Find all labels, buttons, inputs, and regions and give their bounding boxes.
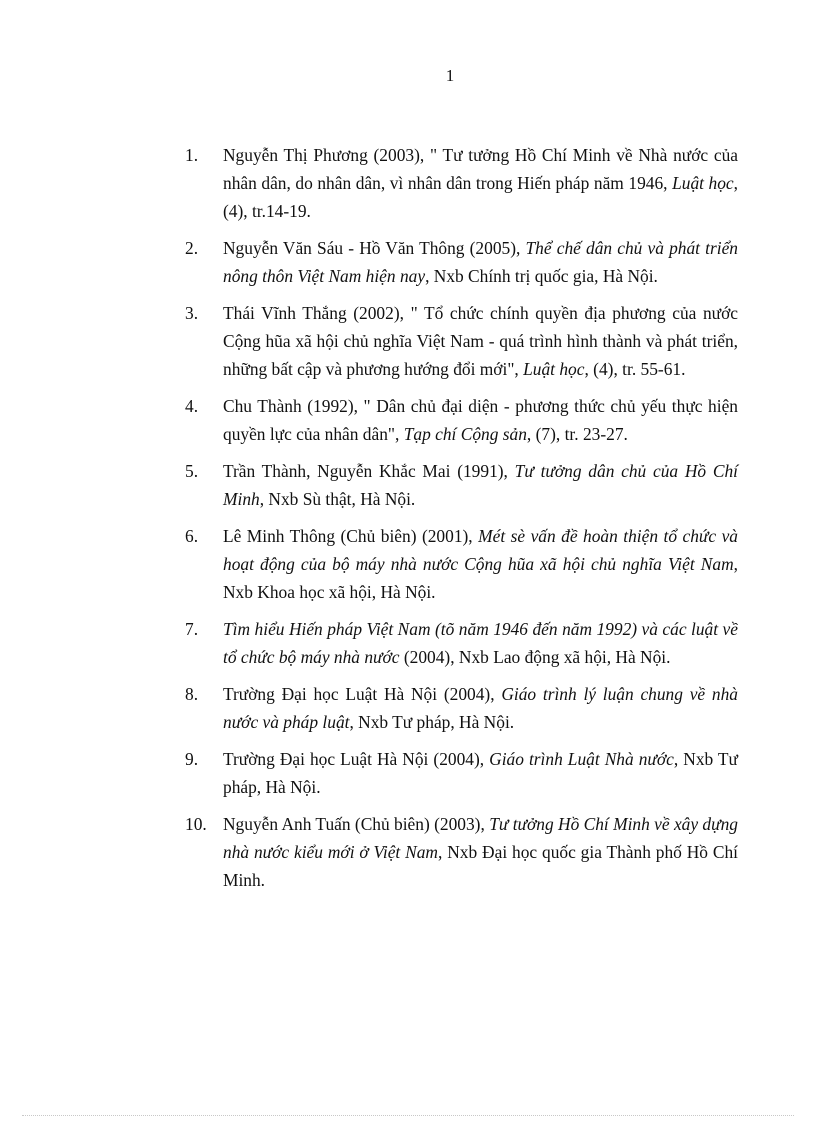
reference-item — [150, 680, 738, 736]
reference-item — [150, 299, 738, 383]
reference-item — [150, 392, 738, 448]
reference-title: Tư tưởng dân chủ của Hồ Chí Minh — [223, 461, 738, 509]
reference-text: Lê Minh Thông (Chủ biên) (2001), — [223, 526, 479, 546]
reference-title: Giáo trình lý luận chung về nhà nước và pháp luật — [223, 684, 738, 732]
reference-text: Nguyễn Anh Tuấn (Chủ biên) (2003), — [223, 814, 490, 834]
reference-text: , Nxb Sù thật, Hà Nội. — [259, 489, 416, 509]
reference-item — [150, 745, 738, 801]
reference-title: Tìm hiểu Hiến pháp Việt Nam (tõ năm 1946 đến năm 1992) và các luật về tổ chức bộ máy nhà nước — [223, 619, 738, 667]
reference-text: , (7), tr. 23-27. — [526, 424, 628, 444]
page-number: 1 — [445, 66, 455, 85]
reference-title: Tư tưởng Hồ Chí Minh về xây dựng nhà nước kiểu mới ở Việt Nam — [223, 814, 739, 862]
reference-title: Tạp chí Cộng sản — [403, 424, 527, 444]
reference-text: , (4), tr. 55-61. — [584, 359, 686, 379]
reference-title: Giáo trình Luật Nhà nước — [489, 749, 674, 769]
reference-item — [150, 457, 738, 513]
reference-text: Nguyễn Thị Phương (2003), " Tư tưởng Hồ Chí Minh về Nhà nước của nhân dân, do nhân dân, vì nhân dân trong Hiến pháp năm 1946, — [223, 145, 738, 193]
reference-text: , Nxb Khoa học xã hội, Hà Nội. — [223, 554, 738, 602]
reference-text: Trường Đại học Luật Hà Nội (2004), — [223, 684, 502, 704]
page-bottom-divider — [22, 1115, 794, 1116]
reference-text: Chu Thành (1992), " Dân chủ đại diện - phương thức chủ yếu thực hiện quyền lực của nhân dân", — [223, 396, 738, 444]
reference-item — [150, 615, 738, 671]
reference-number: 7. — [185, 619, 199, 639]
reference-text: , Nxb Tư pháp, Hà Nội. — [223, 749, 738, 797]
reference-number: 5. — [185, 461, 199, 481]
reference-title: Luật học — [672, 173, 734, 193]
reference-text: Nguyễn Văn Sáu - Hồ Văn Thông (2005), — [223, 238, 526, 258]
reference-number: 2. — [185, 238, 199, 258]
reference-number: 3. — [185, 303, 199, 323]
reference-number: 4. — [185, 396, 199, 416]
reference-number: 6. — [185, 526, 199, 546]
reference-text: , (4), tr.14-19. — [223, 173, 739, 221]
reference-text: (2004), Nxb Lao động xã hội, Hà Nội. — [399, 647, 671, 667]
reference-text: Trường Đại học Luật Hà Nội (2004), — [223, 749, 490, 769]
reference-text: Thái Vĩnh Thắng (2002), " Tổ chức chính quyền địa phương của nước Cộng hũa xã hội chủ nghĩa Việt Nam - quá trình hình thành và phát triển, những bất cập và phương hướng đổi mới", — [223, 303, 738, 379]
reference-text: , Nxb Tư pháp, Hà Nội. — [349, 712, 515, 732]
reference-item — [150, 522, 738, 606]
reference-item — [150, 810, 738, 894]
reference-title: Thể chế dân chủ và phát triển nông thôn Việt Nam hiện nay — [223, 238, 739, 286]
reference-number: 1. — [185, 145, 199, 165]
reference-list — [150, 141, 738, 903]
reference-title: Mét sè vấn đề hoàn thiện tổ chức và hoạt động của bộ máy nhà nước Cộng hũa xã hội chủ nghĩa Việt Nam — [223, 526, 738, 574]
reference-title: Luật học — [523, 359, 585, 379]
reference-text: Trần Thành, Nguyễn Khắc Mai (1991), — [223, 461, 515, 481]
reference-item — [150, 141, 738, 225]
reference-number: 8. — [185, 684, 199, 704]
reference-item — [150, 234, 738, 290]
reference-number: 9. — [185, 749, 199, 769]
reference-number: 10. — [185, 814, 207, 834]
reference-text: , Nxb Chính trị quốc gia, Hà Nội. — [425, 266, 658, 286]
reference-text: , Nxb Đại học quốc gia Thành phố Hồ Chí Minh. — [223, 842, 739, 890]
